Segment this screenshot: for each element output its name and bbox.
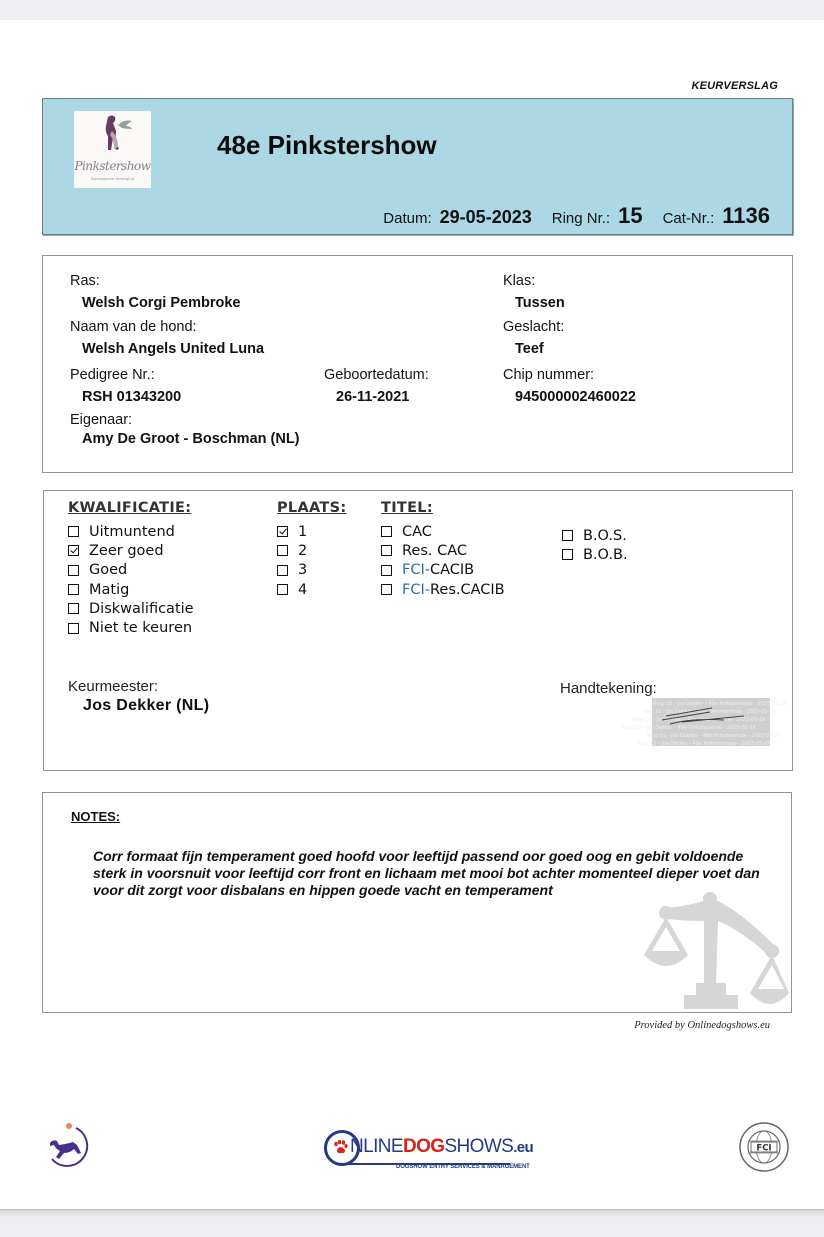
dog-name-label: Naam van de hond: — [70, 319, 197, 335]
class-value: Tussen — [515, 295, 565, 311]
bos-bob-option-label: B.O.B. — [583, 546, 628, 563]
title-option[interactable] — [381, 541, 505, 560]
checkbox[interactable] — [562, 530, 573, 541]
checkbox[interactable] — [277, 545, 288, 556]
sex-label: Geslacht: — [503, 319, 565, 335]
fci-prefix: FCI- — [402, 562, 430, 579]
bos-bob-option-label: B.O.S. — [583, 527, 627, 544]
signature-scribble-icon — [622, 698, 787, 747]
checkbox[interactable] — [68, 603, 79, 614]
qualification-option-label: Matig — [89, 581, 130, 598]
placement-option-label: 1 — [298, 523, 308, 540]
breed-label: Ras: — [70, 273, 100, 289]
checked-checkbox[interactable] — [68, 545, 79, 556]
placement-option-label: 3 — [298, 562, 308, 579]
odg-wordmark — [350, 1136, 533, 1158]
date-label: Datum: — [383, 210, 432, 227]
title-column — [381, 500, 505, 599]
checkbox[interactable] — [277, 584, 288, 595]
owner-field — [70, 412, 300, 447]
chip-field — [503, 367, 636, 405]
class-field — [503, 273, 565, 311]
pedigree-value: RSH 01343200 — [82, 389, 182, 405]
birthdate-value: 26-11-2021 — [336, 389, 410, 405]
pedigree-field — [70, 367, 181, 405]
checkbox[interactable] — [381, 584, 392, 595]
provided-by-credit: Provided by Onlinedogshows.eu — [634, 1020, 770, 1031]
odg-eu-text: .eu — [513, 1139, 534, 1156]
placement-heading: PLAATS: — [277, 500, 347, 516]
checkbox[interactable] — [562, 549, 573, 560]
dog-name-field — [70, 319, 264, 357]
class-label: Klas: — [503, 273, 536, 289]
sig-wm-line: Ring 15 - Jos Dekker - 48e Pinkstershow - 2023-05-29 — [642, 709, 776, 715]
sig-wm-line: Ring 15 - Jos Dekker - 48e Pinkstershow - 2023-05-29 — [632, 717, 766, 723]
owner-value: Amy De Groot - Boschman (NL) — [82, 431, 300, 447]
judge-name: Jos Dekker (NL) — [83, 697, 210, 714]
pinkstershow-logo — [74, 111, 151, 188]
breed-field — [70, 273, 240, 311]
breed-value: Welsh Corgi Pembroke — [82, 295, 241, 311]
dog-name-value: Welsh Angels United Luna — [82, 341, 265, 357]
odg-online-text: NLINE — [350, 1136, 403, 1157]
odg-tagline: DOGSHOW ENTRY SERVICES & MANAGEMENT — [396, 1164, 530, 1170]
checkbox[interactable] — [68, 623, 79, 634]
sig-wm-line: Ring 15 - Jos Dekker - 48e Pinkstershow - 2023-05-29 — [637, 741, 771, 747]
checkbox[interactable] — [68, 565, 79, 576]
chip-label: Chip nummer: — [503, 367, 595, 383]
bos-bob-option[interactable] — [562, 526, 628, 545]
signature-image — [622, 698, 787, 747]
title-option-label: Res.CACIB — [429, 581, 505, 598]
qualification-option[interactable] — [68, 618, 194, 637]
judging-panel — [43, 490, 793, 771]
qualification-options — [68, 522, 194, 638]
sig-wm-line: Ring 15 - Jos Dekker - 48e Pinkstershow - 2023-05-29 — [622, 725, 756, 731]
placement-option[interactable] — [277, 522, 346, 541]
title-option-label: Res. CAC — [402, 542, 468, 559]
checkbox[interactable] — [381, 526, 392, 537]
report-page — [0, 20, 824, 1209]
paw-icon — [333, 1140, 348, 1154]
cat-label: Cat-Nr.: — [662, 210, 715, 227]
notes-heading: NOTES: — [71, 809, 121, 824]
title-option[interactable] — [381, 522, 505, 541]
sig-wm-line: Ring 15 - Jos Dekker - 48e Pinkstershow - 2023-05-29 — [653, 701, 787, 707]
show-meta — [383, 203, 770, 229]
bos-bob-options — [562, 526, 628, 565]
checkbox[interactable] — [277, 565, 288, 576]
logo-subtext: Kynologische Vereniging — [91, 177, 134, 181]
notes-panel — [42, 792, 792, 1013]
placement-option-label: 4 — [298, 581, 308, 598]
signature-label: Handtekening: — [560, 680, 657, 697]
dog-info-panel — [42, 255, 793, 473]
qualification-heading: KWALIFICATIE: — [68, 500, 192, 516]
judge-label: Keurmeester: — [68, 678, 159, 695]
checkbox[interactable] — [68, 584, 79, 595]
qualification-option-label: Diskwalificatie — [89, 600, 194, 617]
report-type-label: KEURVERSLAG — [691, 80, 778, 92]
cat-value: 1136 — [722, 203, 770, 228]
bos-bob-option[interactable] — [562, 545, 628, 564]
birthdate-label: Geboortedatum: — [324, 367, 429, 383]
placement-option[interactable] — [277, 580, 346, 599]
qualification-option[interactable] — [68, 599, 194, 618]
fci-text: FCI — [756, 1143, 772, 1154]
pedigree-label: Pedigree Nr.: — [70, 367, 155, 383]
qualification-column — [68, 500, 194, 638]
qualification-option-label: Niet te keuren — [89, 620, 193, 637]
checkbox[interactable] — [68, 526, 79, 537]
qualification-option-label: Goed — [89, 562, 128, 579]
checkbox[interactable] — [381, 545, 392, 556]
odg-dog-text: DOG — [402, 1136, 445, 1157]
title-option[interactable] — [381, 561, 505, 580]
odg-shows-text: SHOWS — [444, 1136, 514, 1157]
ring-value: 15 — [618, 203, 643, 228]
birthdate-field — [324, 367, 429, 405]
chip-value: 945000002460022 — [515, 389, 636, 405]
show-header — [42, 98, 793, 235]
sig-wm-line: Ring 15 - Jos Dekker - 48e Pinkstershow - 2023-05-29 — [647, 733, 781, 739]
qualification-option[interactable] — [68, 561, 194, 580]
onlinedogshows-logo — [322, 1128, 534, 1174]
logo-text: Pinkstershow — [74, 159, 151, 173]
qualification-option-label: Uitmuntend — [89, 523, 175, 540]
show-title: 48e Pinkstershow — [217, 130, 437, 160]
ring-label: Ring Nr.: — [551, 210, 611, 227]
title-option-label: CAC — [402, 523, 432, 540]
fci-prefix: FCI- — [402, 581, 430, 598]
placement-column — [277, 500, 346, 599]
sex-value: Teef — [515, 341, 544, 357]
placement-option-label: 2 — [298, 542, 308, 559]
figure-logo-icon — [74, 111, 151, 161]
title-heading: TITEL: — [381, 500, 433, 516]
bos-bob-column — [562, 526, 628, 565]
placement-option[interactable] — [277, 541, 346, 560]
fci-logo-icon — [738, 1121, 790, 1173]
title-option-label: CACIB — [429, 562, 475, 579]
owner-label: Eigenaar: — [70, 412, 133, 428]
qualification-option-label: Zeer goed — [89, 542, 164, 559]
date-value: 29-05-2023 — [439, 207, 532, 227]
dog-jump-logo-icon — [44, 1121, 92, 1169]
qualification-option[interactable] — [68, 580, 194, 599]
title-option[interactable] — [381, 580, 505, 599]
qualification-option[interactable] — [68, 541, 194, 560]
checkbox[interactable] — [381, 565, 392, 576]
placement-option[interactable] — [277, 561, 346, 580]
checked-checkbox[interactable] — [277, 526, 288, 537]
qualification-option[interactable] — [68, 522, 194, 541]
title-options — [381, 522, 505, 599]
scales-of-justice-icon — [644, 891, 789, 1009]
notes-text: Corr formaat fijn temperament goed hoofd voor leeftijd passend oor goed oog en gebit voldoende sterk in voorsnuit voor leeftijd corr front en lichaam met mooi bot achter momenteel dieper voet dan voor dit zorgt voor disbalans en hippen goede vacht en temperament — [93, 848, 760, 898]
placement-options — [277, 522, 346, 599]
bottom-shade — [0, 1209, 824, 1237]
sex-field — [503, 319, 564, 357]
